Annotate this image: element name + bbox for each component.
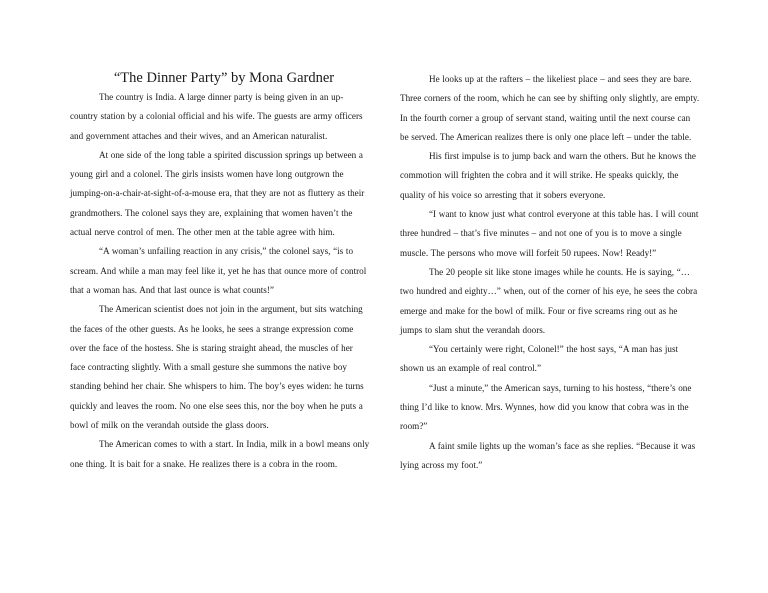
paragraph: He looks up at the rafters – the likeliest place – and sees they are bare. Three corners of the room, which he can see by shifting only slightly, are empty. In the fourth corner a group of servant stand, waiting until the next course can be served. The American realizes there is only one place left – under the table. bbox=[400, 74, 700, 142]
paragraph: The American scientist does not join in the argument, but sits watching the faces of the other guests. As he looks, he sees a strange expression come over the face of the hostess. She is staring straight ahead, the muscles of her face contracting slightly. With a small gesture she summons the native boy standing behind her chair. She whispers to him. The boy’s eyes widen: he turns quickly and leaves the room. No one else sees this, nor the boy when he puts a bowl of milk on the verandah outside the glass doors. bbox=[70, 304, 364, 431]
paragraph: The 20 people sit like stone images while he counts. He is saying, “…two hundred and eighty…” when, out of the corner of his eye, he sees the cobra emerge and make for the bowl of milk. Four or five screams ring out as he jumps to slam shut the verandah doors. bbox=[400, 266, 698, 335]
paragraph: The country is India. A large dinner party is being given in an up-country station by a colonial official and his wife. The guests are army officers and government attaches and their wives, and an American naturalist. bbox=[70, 92, 363, 141]
paragraph: “You certainly were right, Colonel!” the host says, “A man has just shown us an example of real control.” bbox=[400, 344, 679, 374]
paragraph: His first impulse is to jump back and warn the others. But he knows the commotion will frighten the cobra and it will strike. He speaks quickly, the quality of his voice so arresting that it sobers everyone. bbox=[400, 151, 696, 200]
paragraph: “I want to know just what control everyone at this table has. I will count three hundred – that’s five minutes – and not one of you is to move a single muscle. The persons who move will forfeit 50 rupees. Now! Ready!” bbox=[400, 209, 699, 258]
paragraph: “Just a minute,” the American says, turning to his hostess, “there’s one thing I’d like to know. Mrs. Wynnes, how did you know that cobra was in the room?” bbox=[400, 382, 692, 432]
story-title: “The Dinner Party” by Mona Gardner bbox=[113, 70, 335, 86]
paragraph: At one side of the long table a spirited discussion springs up between a young girl and a colonel. The girls insists women have long outgrown the jumping-on-a-chair-at-sight-of-a-mouse era, that they are not as fluttery as their grandmothers. The colonel says they are, explaining that women haven’t the actual nerve control of men. The other men at the table agree with him. bbox=[70, 149, 365, 238]
left-column bbox=[70, 70, 370, 474]
paragraph: A faint smile lights up the woman’s face as she replies. “Because it was lying across my foot.” bbox=[400, 440, 696, 470]
right-column bbox=[400, 70, 700, 475]
paragraph: The American comes to with a start. In India, milk in a bowl means only one thing. It is bait for a snake. He realizes there is a cobra in the room. bbox=[70, 439, 370, 469]
paragraph: “A woman’s unfailing reaction in any crisis,” the colonel says, “is to scream. And while a man may feel like it, yet he has that ounce more of control that a woman has. And that last ounce is what counts!” bbox=[70, 246, 367, 295]
